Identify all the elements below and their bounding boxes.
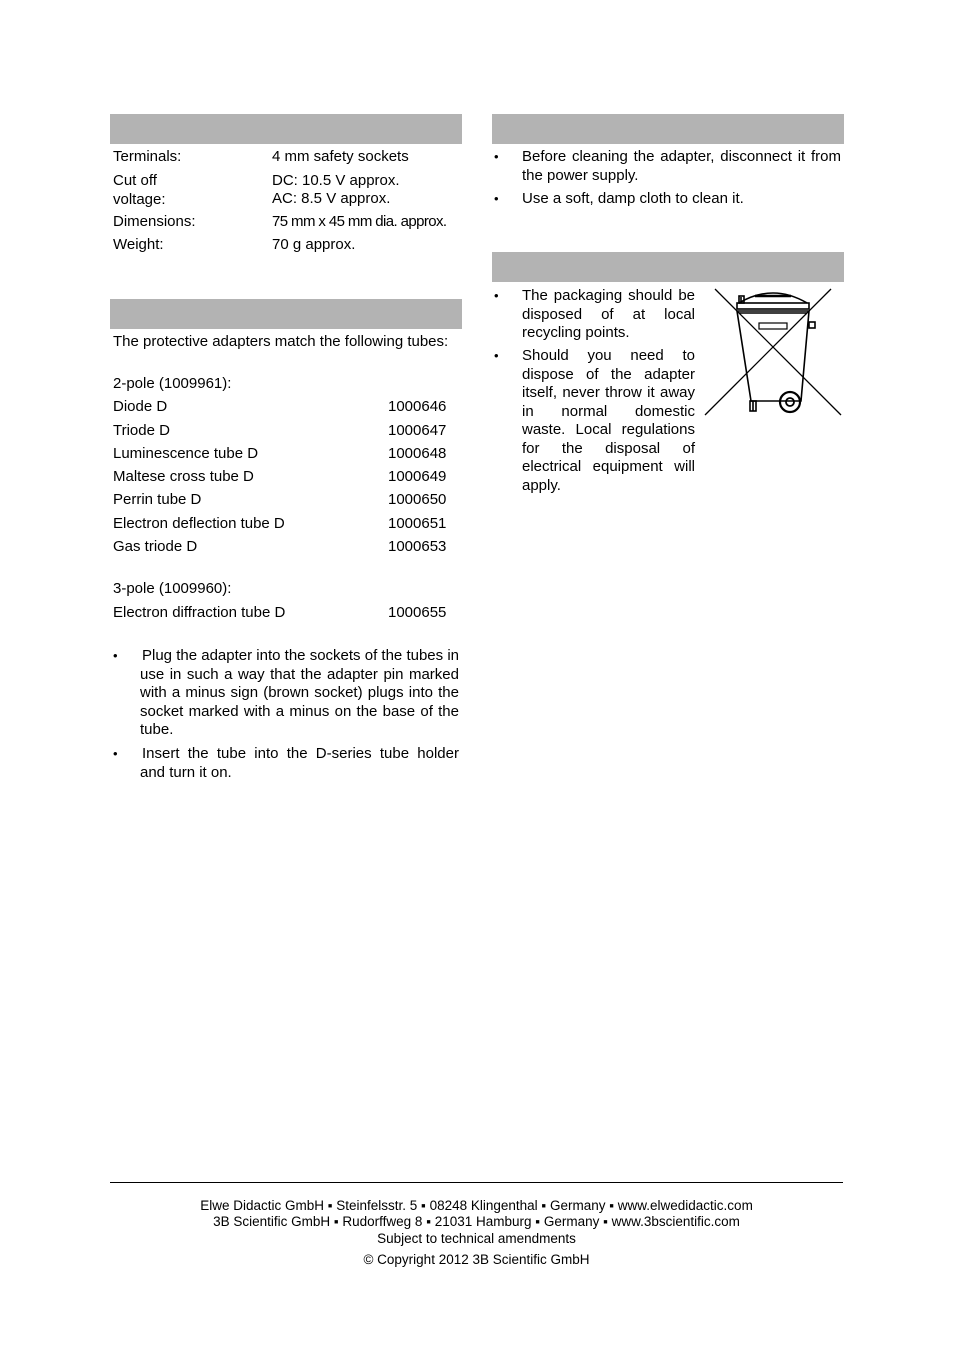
footer-divider bbox=[110, 1182, 843, 1183]
bullet-dot: • bbox=[494, 288, 499, 303]
tube-number: 1000648 bbox=[388, 445, 447, 462]
bullet-dot: • bbox=[494, 191, 499, 206]
tube-name: Electron diffraction tube D bbox=[113, 604, 286, 621]
operation-bullet-text: Insert the tube into the D-series tube holder and turn it on. bbox=[140, 745, 459, 781]
operation-intro: The protective adapters match the following tubes: bbox=[113, 333, 449, 350]
operation-bullet-text: Plug the adapter into the sockets of the tubes in use in such a way that the adapter pin marked with a minus sign (brown socket) plugs into the socket marked with a minus on the base of the tube. bbox=[140, 647, 459, 738]
tube-name: Diode D bbox=[113, 398, 168, 415]
tech-label: Dimensions: bbox=[113, 213, 196, 230]
tech-label: Weight: bbox=[113, 236, 164, 253]
tube-name: Maltese cross tube D bbox=[113, 468, 254, 485]
care-bullet-text: Before cleaning the adapter, disconnect it from the power supply. bbox=[522, 148, 841, 184]
disposal-bullet-text: The packaging should be disposed of at local recycling points. bbox=[522, 287, 695, 341]
three-pole-heading: 3-pole (1009960): bbox=[113, 580, 232, 597]
tube-name: Perrin tube D bbox=[113, 491, 202, 508]
tube-name: Gas triode D bbox=[113, 538, 198, 555]
bullet-dot: • bbox=[113, 746, 118, 761]
footer-company-line: 3B Scientific GmbH ▪ Rudorffweg 8 ▪ 21031 Hamburg ▪ Germany ▪ www.3bscientific.com bbox=[213, 1214, 740, 1229]
footer-company-line: Elwe Didactic GmbH ▪ Steinfelsstr. 5 ▪ 08248 Klingenthal ▪ Germany ▪ www.elwedidactic.com bbox=[200, 1198, 753, 1213]
tube-name: Electron deflection tube D bbox=[113, 515, 285, 532]
tube-name: Triode D bbox=[113, 422, 170, 439]
tube-number: 1000653 bbox=[388, 538, 447, 555]
tech-label: Terminals: bbox=[113, 148, 182, 165]
tech-value: AC: 8.5 V approx. bbox=[272, 190, 391, 207]
tube-name: Luminescence tube D bbox=[113, 445, 259, 462]
tech-label: Cut off voltage: bbox=[113, 172, 166, 208]
disposal-header-bar bbox=[492, 252, 844, 282]
tech-data-header-bar bbox=[110, 114, 462, 144]
tube-number: 1000649 bbox=[388, 468, 447, 485]
footer-amendments: Subject to technical amendments bbox=[377, 1231, 576, 1246]
tube-number: 1000647 bbox=[388, 422, 447, 439]
two-pole-heading: 2-pole (1009961): bbox=[113, 375, 232, 392]
footer-copyright: © Copyright 2012 3B Scientific GmbH bbox=[363, 1252, 590, 1267]
tube-number: 1000650 bbox=[388, 491, 447, 508]
tech-value: DC: 10.5 V approx. bbox=[272, 172, 400, 189]
tech-value: 4 mm safety sockets bbox=[272, 148, 409, 165]
disposal-bullet-text: Should you need to dispose of the adapter itself, never throw it away in normal domestic waste. Local regulations for the disposal of electrical equipment will apply. bbox=[522, 347, 695, 494]
bullet-dot: • bbox=[494, 149, 499, 164]
care-bullet-text: Use a soft, damp cloth to clean it. bbox=[522, 190, 744, 207]
tech-value: 75 mm x 45 mm dia. approx. bbox=[272, 213, 447, 230]
care-header-bar bbox=[492, 114, 844, 144]
crossed-out-wheelie-bin-icon bbox=[703, 285, 843, 419]
tube-number: 1000655 bbox=[388, 604, 447, 621]
operation-header-bar bbox=[110, 299, 462, 329]
tube-number: 1000651 bbox=[388, 515, 447, 532]
bullet-dot: • bbox=[113, 648, 118, 663]
bullet-dot: • bbox=[494, 348, 499, 363]
tech-value: 70 g approx. bbox=[272, 236, 356, 253]
tube-number: 1000646 bbox=[388, 398, 447, 415]
